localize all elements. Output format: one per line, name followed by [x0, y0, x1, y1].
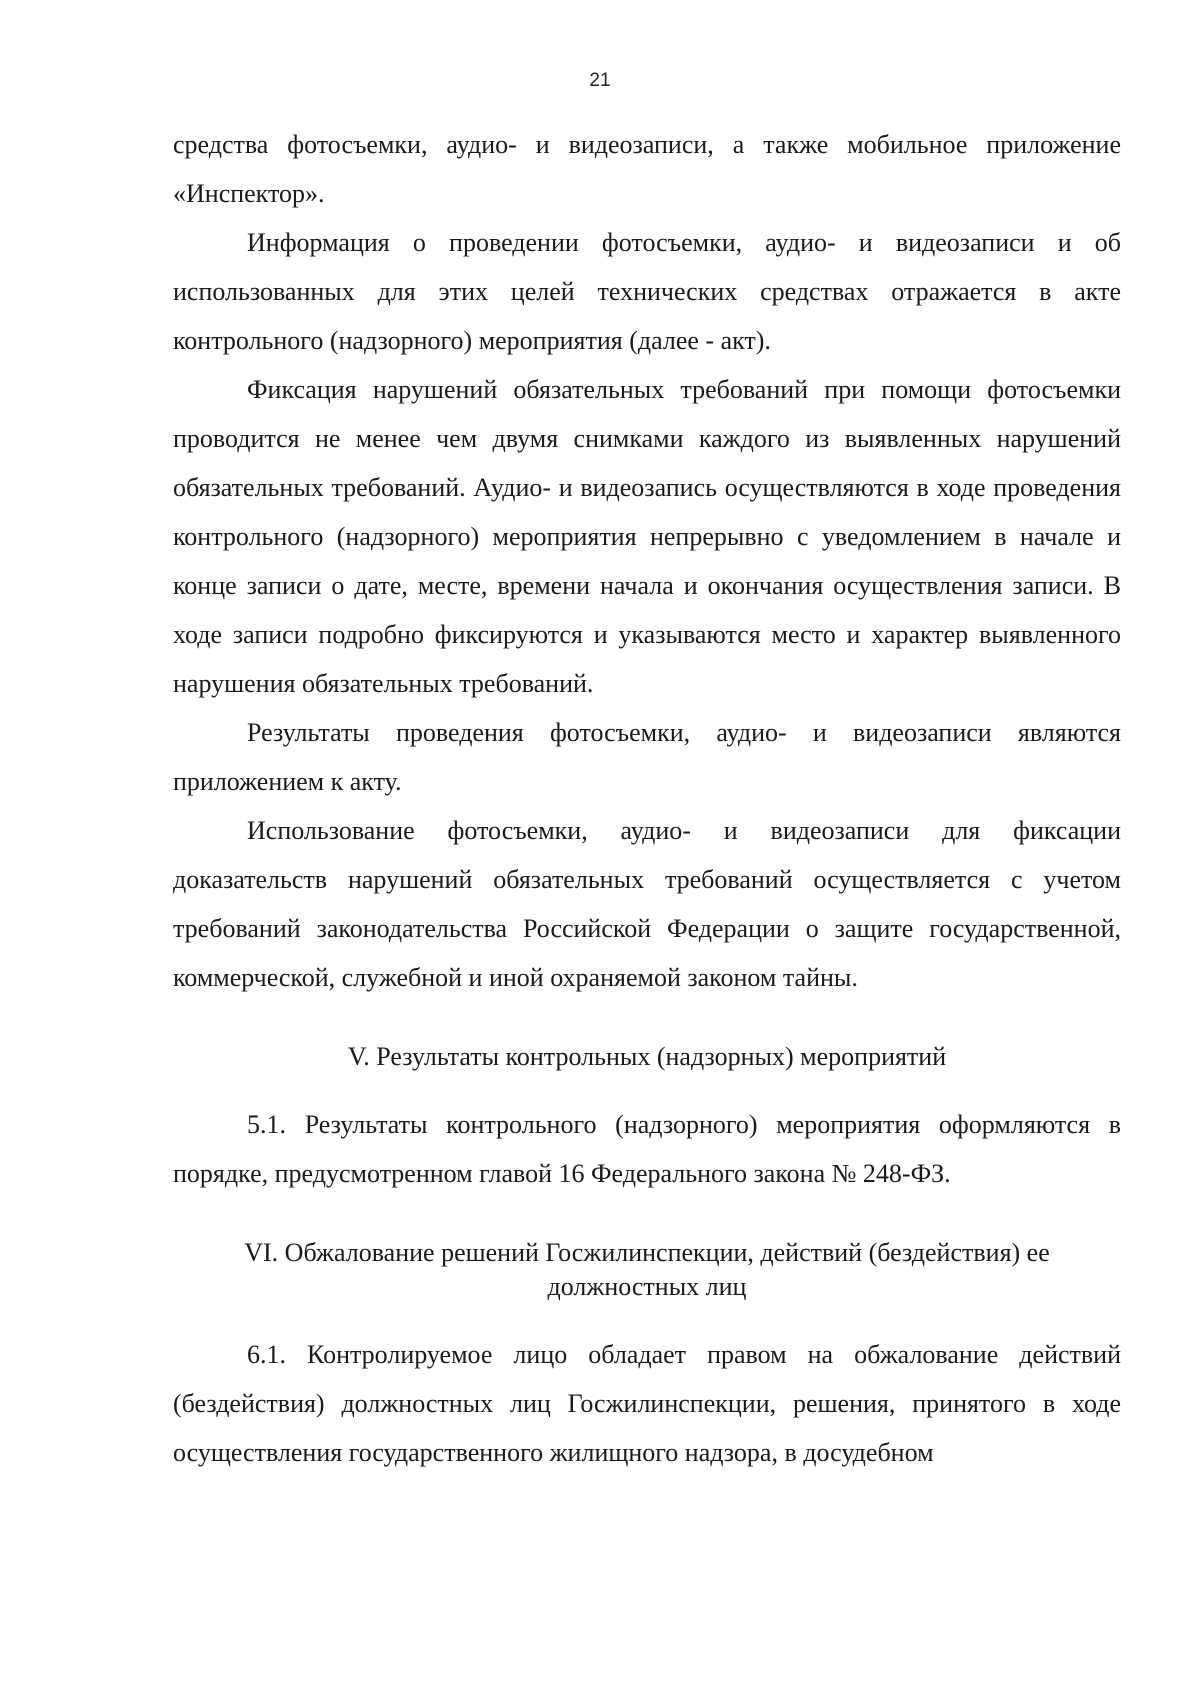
paragraph-usage: Использование фотосъемки, аудио- и видеозаписи для фиксации доказательств нарушений обязательных требований осуществляется с учетом требований законодательства Российской Федерации о защите государственной, коммерческой, служебной и иной охраняемой законом тайны. — [173, 816, 1121, 992]
paragraph-5-1: 5.1. Результаты контрольного (надзорного) мероприятия оформляются в порядке, предусмотренном главой 16 Федерального закона № 248-ФЗ. — [173, 1110, 1121, 1188]
section-vi-heading: VI. Обжалование решений Госжилинспекции, действий (бездействия) ее должностных лиц — [244, 1238, 1050, 1301]
paragraph-fixation: Фиксация нарушений обязательных требований при помощи фотосъемки проводится не менее чем двумя снимками каждого из выявленных нарушений обязательных требований. Аудио- и видеозапись осуществляются в ходе проведения контрольного (надзорного) мероприятия непрерывно с уведомлением в начале и конце записи о дате, месте, времени начала и окончания осуществления записи. В ходе записи подробно фиксируются и указываются место и характер выявленного нарушения обязательных требований. — [173, 375, 1121, 698]
section-v-heading: V. Результаты контрольных (надзорных) мероприятий — [347, 1042, 947, 1071]
paragraph-information: Информация о проведении фотосъемки, аудио- и видеозаписи и об использованных для этих целей технических средствах отражается в акте контрольного (надзорного) мероприятия (далее - акт). — [173, 228, 1121, 355]
page-number: 21 — [589, 70, 611, 91]
paragraph-6-1: 6.1. Контролируемое лицо обладает правом на обжалование действий (бездействия) должностных лиц Госжилинспекции, решения, принятого в ходе осуществления государственного жилищного надзора, в досудебном — [173, 1340, 1121, 1467]
paragraph-results-attachment: Результаты проведения фотосъемки, аудио- и видеозаписи являются приложением к акту. — [173, 718, 1121, 796]
paragraph-continued: средства фотосъемки, аудио- и видеозаписи, а также мобильное приложение «Инспектор». — [173, 130, 1121, 208]
document-body — [173, 120, 1121, 1477]
